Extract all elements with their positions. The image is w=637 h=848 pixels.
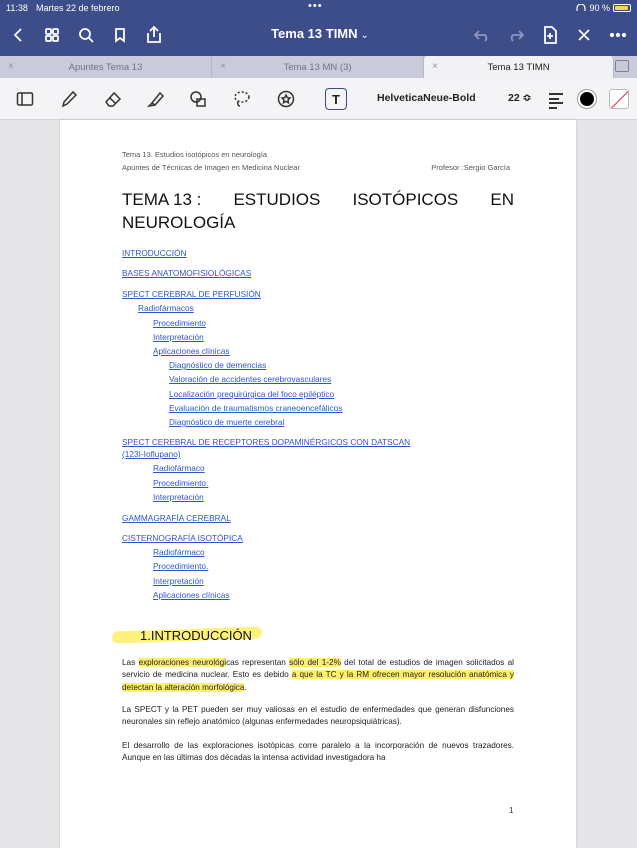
toc-link[interactable]: Procedimiento (153, 318, 207, 328)
title-line-2: NEUROLOGÍA (122, 213, 236, 232)
section-heading: 1.INTRODUCCIÓN (140, 628, 252, 643)
more-icon[interactable] (606, 22, 630, 48)
grid-view-icon[interactable] (40, 22, 64, 48)
shape-tool-icon[interactable] (186, 86, 212, 112)
toc-link[interactable]: Interpretación (153, 576, 204, 586)
tab-bar (0, 56, 637, 78)
fill-color-none-swatch[interactable] (609, 89, 629, 109)
document-page (60, 120, 576, 848)
toc-link[interactable]: SPECT CEREBRAL DE RECEPTORES DOPAMINÉRGICOS CON DATSCAN (122, 437, 411, 447)
headphones-icon (576, 4, 586, 12)
bookmark-icon[interactable] (108, 22, 132, 48)
highlighted-text: a que la TC y la RM ofrecen mayor resolución anatómica y detectan la alteración morfológica (122, 670, 514, 692)
toc-link[interactable]: Valoración de accidentes cerebrovasculares (169, 374, 332, 384)
tab-close-icon[interactable]: × (432, 61, 438, 72)
toc-link[interactable]: BASES ANATOMOFISIOLÓGICAS (122, 268, 252, 278)
page-number: 1 (509, 806, 514, 815)
battery-icon (613, 4, 631, 12)
sidebar-toggle-icon[interactable] (12, 86, 38, 112)
toc-link[interactable]: INTRODUCCIÓN (122, 248, 187, 258)
font-size-stepper[interactable]: 22 ≎ (508, 92, 532, 104)
text-run: cas representan (226, 658, 290, 667)
toc-link[interactable]: Diagnóstico de muerte cerebral (169, 417, 285, 427)
toc-link[interactable]: Localización prequirúrgica del foco epiléptico (169, 389, 335, 399)
toc-link[interactable]: Aplicaciones clínicas (153, 346, 230, 356)
text-tool-button[interactable] (325, 88, 347, 110)
chevron-down-icon: ⌄ (360, 30, 369, 41)
tab-label: Apuntes Tema 13 (68, 62, 143, 73)
tab-overview-icon[interactable] (615, 60, 629, 72)
tab-apuntes[interactable] (0, 56, 212, 78)
share-icon[interactable] (142, 22, 166, 48)
toc-link[interactable]: Aplicaciones clínicas (153, 590, 230, 600)
status-bar (0, 0, 637, 16)
highlighted-text: sólo del 1-2% (289, 658, 341, 667)
undo-icon[interactable] (470, 22, 494, 48)
toc-link[interactable]: GAMMAGRAFÍA CEREBRAL (122, 513, 231, 523)
tab-close-icon[interactable]: × (220, 61, 226, 72)
toc-link[interactable]: SPECT CEREBRAL DE PERFUSIÓN (122, 289, 261, 299)
toc-link[interactable]: Diagnóstico de demencias (169, 360, 267, 370)
tab-label: Tema 13 MN (3) (283, 62, 352, 73)
header-course: Apuntes de Técnicas de Imagen en Medicina Nuclear (122, 163, 300, 172)
toc-link[interactable]: Procedimiento. (153, 478, 209, 488)
search-icon[interactable] (74, 22, 98, 48)
redo-icon[interactable] (504, 22, 528, 48)
text-color-swatch[interactable] (578, 90, 596, 108)
text-tool-label: T (332, 91, 340, 107)
tab-label: Tema 13 TIMN (487, 62, 550, 73)
status-date: Martes 22 de febrero (36, 3, 120, 13)
toc-link[interactable]: Evaluación de traumatismos craneoencefálicos (169, 403, 343, 413)
toc-link[interactable]: Interpretación (153, 332, 204, 342)
tab-close-icon[interactable]: × (8, 61, 14, 72)
battery-fill (615, 6, 628, 10)
paragraph: La SPECT y la PET pueden ser muy valiosas en el estudio de enfermedades que generan disfunciones neuronales sin reflejo anatómico (algunas enfermedades neuropsiquiátricas). (122, 705, 514, 727)
font-name-selector[interactable]: HelveticaNeue-Bold (377, 92, 476, 104)
document-title[interactable] (240, 26, 400, 41)
toc-link[interactable]: Radiofármaco (153, 463, 205, 473)
document-title-label: Tema 13 TIMN (271, 26, 358, 41)
annotation-toolbar (0, 78, 637, 120)
status-time: 11:38 (6, 3, 28, 13)
highlighted-text: exploraciones neurológi (138, 658, 227, 667)
text-run: del total de estudios de imagen solicitados al servicio de medicina nuclear. Esto es debido (122, 658, 514, 680)
sticker-tool-icon[interactable] (273, 86, 299, 112)
highlighter-tool-icon[interactable] (143, 86, 169, 112)
battery-percent: 90 % (589, 3, 610, 13)
pen-tool-icon[interactable] (56, 86, 82, 112)
toc-link[interactable]: Radiofármaco (153, 547, 205, 557)
top-bar (0, 0, 637, 56)
battery-status (576, 3, 631, 13)
toc-link[interactable]: (123I-Ioflupano) (122, 449, 181, 459)
header-subject: Tema 13. Estudios isotópicos en neurología (122, 150, 268, 159)
add-page-icon[interactable] (538, 22, 562, 48)
toc-link[interactable]: CISTERNOGRAFÍA ISOTÓPICA (122, 533, 243, 543)
lasso-tool-icon[interactable] (229, 86, 255, 112)
title-word: ESTUDIOS (233, 190, 321, 209)
tab-tema13-timn[interactable] (424, 56, 614, 79)
nav-bar (0, 18, 637, 54)
close-icon[interactable] (572, 22, 596, 48)
tab-tema13-mn[interactable] (212, 56, 424, 78)
text-align-icon[interactable] (549, 93, 563, 111)
eraser-tool-icon[interactable] (100, 86, 126, 112)
document-main-title (122, 188, 514, 234)
text-run: . (244, 682, 247, 692)
header-author: Profesor :Sergio García (431, 163, 510, 172)
title-word: EN (490, 190, 514, 209)
toc-link[interactable]: Procedimiento. (153, 561, 209, 571)
paragraph (122, 657, 514, 694)
paragraph: El desarrollo de las exploraciones isotópicas corre paralelo a la incorporación de nuevos trazadores. Aunque en las últimas dos décadas la intensa actividad investigadora ha (122, 741, 514, 763)
multitask-dots-icon[interactable]: ••• (308, 0, 323, 12)
toc-link[interactable]: Radiofármacos (138, 303, 194, 313)
title-word: ISOTÓPICOS (352, 190, 459, 209)
back-chevron-icon[interactable] (6, 22, 30, 48)
title-word: TEMA 13 : (122, 190, 202, 209)
text-run: Las (122, 658, 139, 667)
toc-link[interactable]: Interpretación (153, 492, 204, 502)
